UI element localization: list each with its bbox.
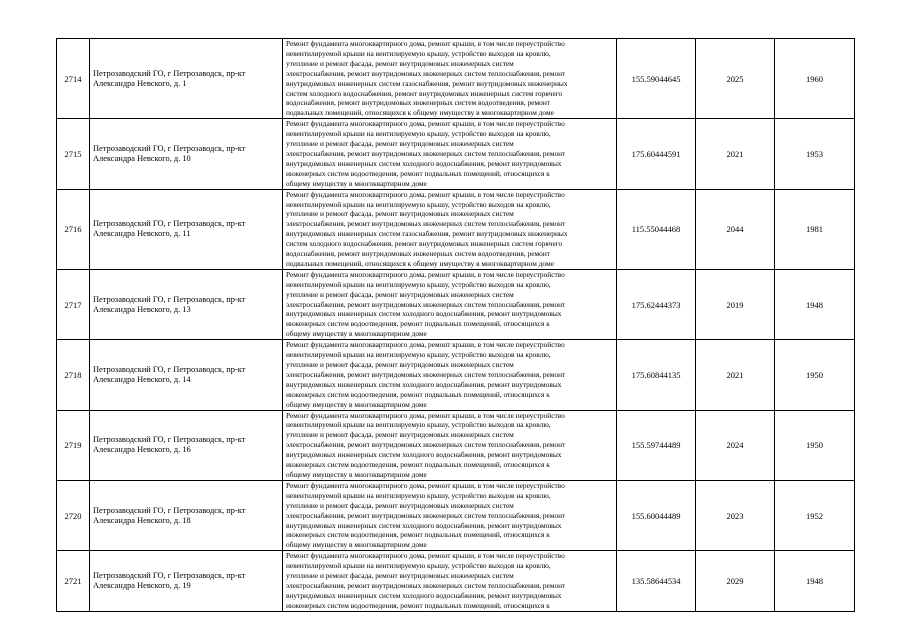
repair-works-line: электроснабжения, ремонт внутридомовых инженерных систем теплоснабжения, ремонт — [286, 68, 566, 78]
planned-year-cell: 2023 — [696, 480, 775, 550]
address-cell: Петрозаводский ГО, г Петрозаводск, пр-кт Александра Невского, д. 1 — [90, 39, 283, 119]
repair-works-line: подвальных помещений, относящихся к общему имуществу в многоквартирном доме — [286, 258, 554, 268]
address-cell: Петрозаводский ГО, г Петрозаводск, пр-кт Александра Невского, д. 11 — [90, 189, 283, 269]
repair-works-line: внутридомовых инженерных систем холодного водоснабжения, ремонт внутридомовых — [286, 158, 562, 168]
table-row — [57, 189, 855, 269]
repair-works-line: инженерных систем водоотведения, ремонт подвальных помещений, относящихся к — [286, 600, 550, 610]
repair-works-line: Ремонт фундамента многоквартирного дома, ремонт крыши, в том числе переустройство — [286, 410, 565, 420]
repair-works-line: водоснабжения, ремонт внутридомовых инженерных систем водоотведения, ремонт — [286, 249, 550, 259]
build-year-cell: 1950 — [775, 340, 855, 410]
address-cell: Петрозаводский ГО, г Петрозаводск, пр-кт Александра Невского, д. 18 — [90, 480, 283, 550]
repair-works-line: утепление и ремонт фасада, ремонт внутридомовых инженерных систем — [286, 139, 514, 149]
repair-works-line: Ремонт фундамента многоквартирного дома, ремонт крыши, в том числе переустройство — [286, 119, 565, 129]
table-row — [57, 551, 855, 611]
repair-works-line: внутридомовых инженерных систем холодного водоснабжения, ремонт внутридомовых — [286, 520, 562, 530]
repair-works-line: электроснабжения, ремонт внутридомовых инженерных систем теплоснабжения, ремонт — [286, 440, 566, 450]
repair-works-line: внутридомовых инженерных систем холодного водоснабжения, ремонт внутридомовых — [286, 450, 562, 460]
repair-works-line: внутридомовых инженерных систем газоснабжения, ремонт внутридомовых инженерных — [286, 78, 568, 88]
repair-works-line: внутридомовых инженерных систем газоснабжения, ремонт внутридомовых инженерных — [286, 229, 568, 239]
cost-cell: 175.60844135 — [617, 340, 696, 410]
repair-works-line: общему имуществу в многоквартирном доме — [286, 329, 427, 339]
planned-year-cell: 2029 — [696, 551, 775, 611]
repair-works-cell — [283, 269, 617, 339]
repair-works-line: инженерных систем водоотведения, ремонт подвальных помещений, относящихся к — [286, 530, 550, 540]
table-row — [57, 480, 855, 550]
row-number-cell: 2716 — [57, 189, 90, 269]
build-year-cell: 1952 — [775, 480, 855, 550]
planned-year-cell: 2024 — [696, 410, 775, 480]
repair-works-line: общему имуществу в многоквартирном доме — [286, 399, 427, 409]
table-row — [57, 410, 855, 480]
planned-year-cell: 2021 — [696, 340, 775, 410]
address-cell: Петрозаводский ГО, г Петрозаводск, пр-кт Александра Невского, д. 14 — [90, 340, 283, 410]
capital-repair-table — [56, 38, 855, 612]
repair-works-line: невентилируемой крыши на вентилируемую крышу, устройство выходов на кровлю, — [286, 279, 551, 289]
repair-works-line: утепление и ремонт фасада, ремонт внутридомовых инженерных систем — [286, 209, 514, 219]
repair-works-line: Ремонт фундамента многоквартирного дома, ремонт крыши, в том числе переустройство — [286, 39, 565, 48]
table-row — [57, 119, 855, 189]
repair-works-line: внутридомовых инженерных систем холодного водоснабжения, ремонт внутридомовых — [286, 379, 562, 389]
address-cell: Петрозаводский ГО, г Петрозаводск, пр-кт Александра Невского, д. 13 — [90, 269, 283, 339]
table-row — [57, 39, 855, 119]
repair-works-line: утепление и ремонт фасада, ремонт внутридомовых инженерных систем — [286, 289, 514, 299]
repair-works-cell — [283, 551, 617, 611]
build-year-cell: 1948 — [775, 269, 855, 339]
address-cell: Петрозаводский ГО, г Петрозаводск, пр-кт Александра Невского, д. 16 — [90, 410, 283, 480]
repair-works-line: невентилируемой крыши на вентилируемую крышу, устройство выходов на кровлю, — [286, 420, 551, 430]
cost-cell: 155.59744489 — [617, 410, 696, 480]
repair-works-line: подвальных помещений, относящихся к общему имуществу в многоквартирном доме — [286, 108, 554, 118]
repair-works-line: инженерных систем водоотведения, ремонт подвальных помещений, относящихся к — [286, 389, 550, 399]
row-number-cell: 2714 — [57, 39, 90, 119]
repair-works-line: инженерных систем водоотведения, ремонт подвальных помещений, относящихся к — [286, 168, 550, 178]
repair-works-line: Ремонт фундамента многоквартирного дома, ремонт крыши, в том числе переустройство — [286, 189, 565, 199]
repair-works-cell — [283, 189, 617, 269]
build-year-cell: 1953 — [775, 119, 855, 189]
repair-works-line: невентилируемой крыши на вентилируемую крышу, устройство выходов на кровлю, — [286, 129, 551, 139]
cost-cell: 155.60044489 — [617, 480, 696, 550]
repair-works-line: Ремонт фундамента многоквартирного дома, ремонт крыши, в том числе переустройство — [286, 480, 565, 490]
row-number-cell: 2715 — [57, 119, 90, 189]
build-year-cell: 1950 — [775, 410, 855, 480]
table-row — [57, 340, 855, 410]
build-year-cell: 1948 — [775, 551, 855, 611]
repair-works-line: электроснабжения, ремонт внутридомовых инженерных систем теплоснабжения, ремонт — [286, 369, 566, 379]
repair-works-cell — [283, 340, 617, 410]
planned-year-cell: 2021 — [696, 119, 775, 189]
repair-works-cell — [283, 480, 617, 550]
repair-works-line: общему имуществу в многоквартирном доме — [286, 178, 427, 188]
address-cell: Петрозаводский ГО, г Петрозаводск, пр-кт Александра Невского, д. 10 — [90, 119, 283, 189]
cost-cell: 115.55044468 — [617, 189, 696, 269]
row-number-cell: 2720 — [57, 480, 90, 550]
repair-works-line: Ремонт фундамента многоквартирного дома, ремонт крыши, в том числе переустройство — [286, 551, 565, 561]
repair-works-line: инженерных систем водоотведения, ремонт подвальных помещений, относящихся к — [286, 460, 550, 470]
repair-works-line: электроснабжения, ремонт внутридомовых инженерных систем теплоснабжения, ремонт — [286, 219, 566, 229]
row-number-cell: 2717 — [57, 269, 90, 339]
repair-works-line: утепление и ремонт фасада, ремонт внутридомовых инженерных систем — [286, 360, 514, 369]
planned-year-cell: 2019 — [696, 269, 775, 339]
table-row — [57, 269, 855, 339]
repair-works-line: внутридомовых инженерных систем холодного водоснабжения, ремонт внутридомовых — [286, 309, 562, 319]
repair-works-cell — [283, 39, 617, 119]
repair-works-line: инженерных систем водоотведения, ремонт подвальных помещений, относящихся к — [286, 319, 550, 329]
repair-works-cell — [283, 410, 617, 480]
repair-works-cell — [283, 119, 617, 189]
repair-works-line: Ремонт фундамента многоквартирного дома, ремонт крыши, в том числе переустройство — [286, 340, 565, 350]
repair-works-line: электроснабжения, ремонт внутридомовых инженерных систем теплоснабжения, ремонт — [286, 299, 566, 309]
build-year-cell: 1981 — [775, 189, 855, 269]
repair-works-line: невентилируемой крыши на вентилируемую крышу, устройство выходов на кровлю, — [286, 490, 551, 500]
repair-works-line: общему имуществу в многоквартирном доме — [286, 469, 427, 479]
repair-works-line: утепление и ремонт фасада, ремонт внутридомовых инженерных систем — [286, 571, 514, 581]
row-number-cell: 2719 — [57, 410, 90, 480]
repair-works-line: Ремонт фундамента многоквартирного дома, ремонт крыши, в том числе переустройство — [286, 269, 565, 279]
repair-works-line: внутридомовых инженерных систем холодного водоснабжения, ремонт внутридомовых — [286, 590, 562, 600]
repair-works-line: невентилируемой крыши на вентилируемую крышу, устройство выходов на кровлю, — [286, 350, 551, 360]
repair-works-line: утепление и ремонт фасада, ремонт внутридомовых инженерных систем — [286, 500, 514, 510]
cost-cell: 175.60444591 — [617, 119, 696, 189]
repair-works-line: общему имуществу в многоквартирном доме — [286, 540, 427, 550]
table-body — [57, 39, 855, 612]
planned-year-cell: 2025 — [696, 39, 775, 119]
repair-works-line: невентилируемой крыши на вентилируемую крышу, устройство выходов на кровлю, — [286, 199, 551, 209]
build-year-cell: 1960 — [775, 39, 855, 119]
repair-works-line: электроснабжения, ремонт внутридомовых инженерных систем теплоснабжения, ремонт — [286, 580, 566, 590]
repair-works-line: электроснабжения, ремонт внутридомовых инженерных систем теплоснабжения, ремонт — [286, 510, 566, 520]
repair-works-line: невентилируемой крыши на вентилируемую крышу, устройство выходов на кровлю, — [286, 561, 551, 571]
repair-works-line: утепление и ремонт фасада, ремонт внутридомовых инженерных систем — [286, 58, 514, 68]
repair-works-line: систем холодного водоснабжения, ремонт внутридомовых инженерных систем горячего — [286, 239, 563, 249]
row-number-cell: 2721 — [57, 551, 90, 611]
repair-works-line: электроснабжения, ремонт внутридомовых инженерных систем теплоснабжения, ремонт — [286, 148, 566, 158]
row-number-cell: 2718 — [57, 340, 90, 410]
cost-cell: 135.58644534 — [617, 551, 696, 611]
repair-works-line: невентилируемой крыши на вентилируемую крышу, устройство выходов на кровлю, — [286, 48, 551, 58]
address-cell: Петрозаводский ГО, г Петрозаводск, пр-кт Александра Невского, д. 19 — [90, 551, 283, 611]
cost-cell: 155.59044645 — [617, 39, 696, 119]
planned-year-cell: 2044 — [696, 189, 775, 269]
cost-cell: 175.62444373 — [617, 269, 696, 339]
repair-works-line: утепление и ремонт фасада, ремонт внутридомовых инженерных систем — [286, 430, 514, 440]
repair-works-line: водоснабжения, ремонт внутридомовых инженерных систем водоотведения, ремонт — [286, 98, 550, 108]
repair-works-line: систем холодного водоснабжения, ремонт внутридомовых инженерных систем горячего — [286, 88, 563, 98]
